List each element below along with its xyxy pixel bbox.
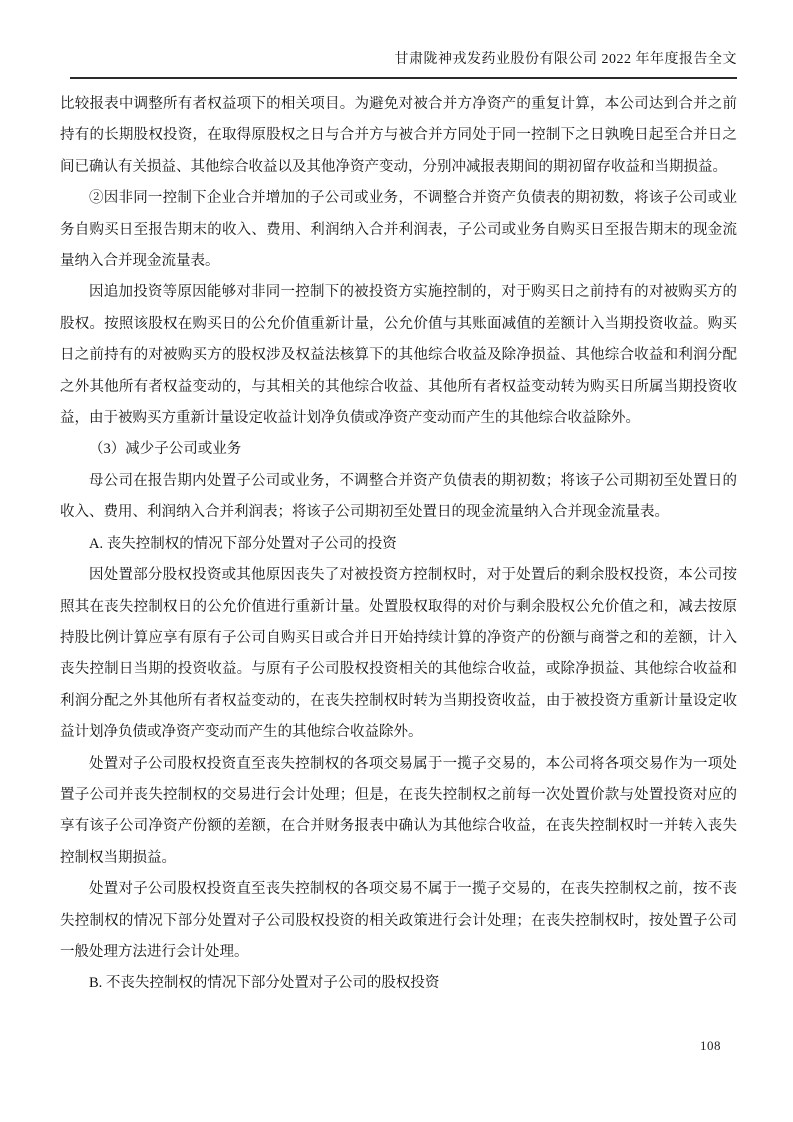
- page-header: [70, 50, 737, 79]
- section-heading: （3）减少子公司或业务: [89, 441, 242, 458]
- paragraph-continuation: 比较报表中调整所有者权益项下的相关项目。为避免对被合并方净资产的重复计算，本公司达到合并之前持有的长期股权投资，在取得原股权之日与合并方与被合并方同处于同一控制下之日孰晚日起至合并日之间已确认有关损益、其他综合收益以及其他净资产变动，分别冲减报表期间的期初留存收益和当期损益。: [60, 96, 737, 175]
- paragraph: 处置对子公司股权投资直至丧失控制权的各项交易不属于一揽子交易的，在丧失控制权之前，按不丧失控制权的情况下部分处置对子公司股权投资的相关政策进行会计处理；在丧失控制权时，按处置子公司一般处理方法进行会计处理。: [60, 881, 737, 960]
- paragraph: 因追加投资等原因能够对非同一控制下的被投资方实施控制的，对于购买日之前持有的对被购买方的股权。按照该股权在购买日的公允价值重新计量，公允价值与其账面减值的差额计入当期投资收益。购买日之前持有的对被购买方的股权涉及权益法核算下的其他综合收益及除净损益、其他综合收益和利润分配之外其他所有者权益变动的，与其相关的其他综合收益、其他所有者权益变动转为购买日所属当期投资收益，由于被购买方重新计量设定收益计划净负债或净资产变动而产生的其他综合收益除外。: [60, 284, 737, 427]
- document-body: [60, 89, 737, 1000]
- section-heading: B. 不丧失控制权的情况下部分处置对子公司的股权投资: [89, 975, 440, 992]
- paragraph: ②因非同一控制下企业合并增加的子公司或业务，不调整合并资产负债表的期初数，将该子公司或业务自购买日至报告期末的收入、费用、利润纳入合并利润表，子公司或业务自购买日至报告期末的现金流量纳入合并现金流量表。: [60, 190, 737, 270]
- paragraph: 处置对子公司股权投资直至丧失控制权的各项交易属于一揽子交易的，本公司将各项交易作为一项处置子公司并丧失控制权的交易进行会计处理；但是，在丧失控制权之前每一次处置价款与处置投资对应的享有该子公司净资产份额的差额，在合并财务报表中确认为其他综合收益，在丧失控制权时一并转入丧失控制权当期损益。: [60, 755, 737, 866]
- paragraph: 因处置部分股权投资或其他原因丧失了对被投资方控制权时，对于处置后的剩余股权投资，本公司按照其在丧失控制权日的公允价值进行重新计量。处置股权取得的对价与剩余股权公允价值之和，减去按原持股比例计算应享有原有子公司自购买日或合并日开始持续计算的净资产的份额与商誉之和的差额，计入丧失控制日当期的投资收益。与原有子公司股权投资相关的其他综合收益，或除净损益、其他综合收益和利润分配之外其他所有者权益变动的，在丧失控制权时转为当期投资收益，由于被投资方重新计量设定收益计划净负债或净资产变动而产生的其他综合收益除外。: [60, 567, 737, 741]
- report-title: 甘肃陇神戎发药业股份有限公司 2022 年年度报告全文: [394, 52, 737, 67]
- section-heading: A. 丧失控制权的情况下部分处置对子公司的投资: [89, 535, 397, 552]
- paragraph: 母公司在报告期内处置子公司或业务，不调整合并资产负债表的期初数；将该子公司期初至处置日的收入、费用、利润纳入合并利润表；将该子公司期初至处置日的现金流量纳入合并现金流量表。: [60, 472, 737, 521]
- page-number: 108: [700, 1038, 721, 1053]
